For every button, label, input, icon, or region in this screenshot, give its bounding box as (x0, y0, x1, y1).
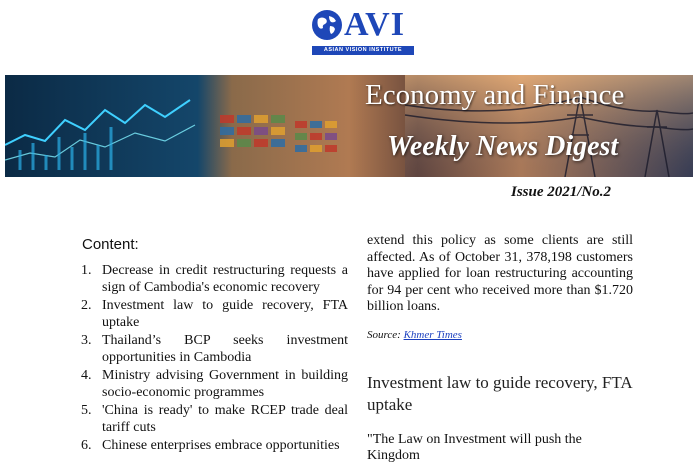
logo-wordmark: AVI (344, 6, 405, 43)
contents-list (80, 263, 348, 455)
contents-item[interactable]: 5. 'China is ready' to make RCEP trade deal tariff cuts (81, 403, 348, 435)
issue-number: Issue 2021/No.2 (511, 184, 612, 200)
article-lead: "The Law on Investment will push the Kingdom (367, 431, 582, 463)
source-label: Source: (367, 328, 401, 341)
header-banner (5, 75, 693, 177)
contents-item[interactable]: 6. Chinese enterprises embrace opportunities (81, 438, 340, 453)
globe-icon (312, 10, 342, 40)
contents-heading: Content: (82, 236, 139, 253)
source-link[interactable]: Khmer Times (403, 328, 462, 341)
avi-logo (308, 8, 418, 58)
banner-subtitle: Weekly News Digest (387, 131, 619, 162)
contents-column (80, 236, 348, 457)
contents-item[interactable]: 4. Ministry advising Government in building socio-economic programmes (81, 368, 348, 400)
article-column (367, 233, 633, 465)
article-source (367, 328, 633, 342)
article-paragraph: extend this policy as some clients are still affected. As of October 31, 378,198 customers have applied for loan restructuring accounting for 94 per cent who received more than $1.720 billion loans. (367, 233, 633, 314)
contents-item[interactable]: 2. Investment law to guide recovery, FTA uptake (81, 298, 348, 330)
logo-tagline: ASIAN VISION INSTITUTE (312, 46, 414, 55)
contents-item[interactable]: 1. Decrease in credit restructuring requests a sign of Cambodia's economic recovery (81, 263, 348, 295)
contents-item[interactable]: 3. Thailand’s BCP seeks investment opportunities in Cambodia (81, 333, 348, 365)
article-title: Investment law to guide recovery, FTA uptake (367, 372, 632, 414)
banner-title: Economy and Finance (365, 79, 625, 111)
